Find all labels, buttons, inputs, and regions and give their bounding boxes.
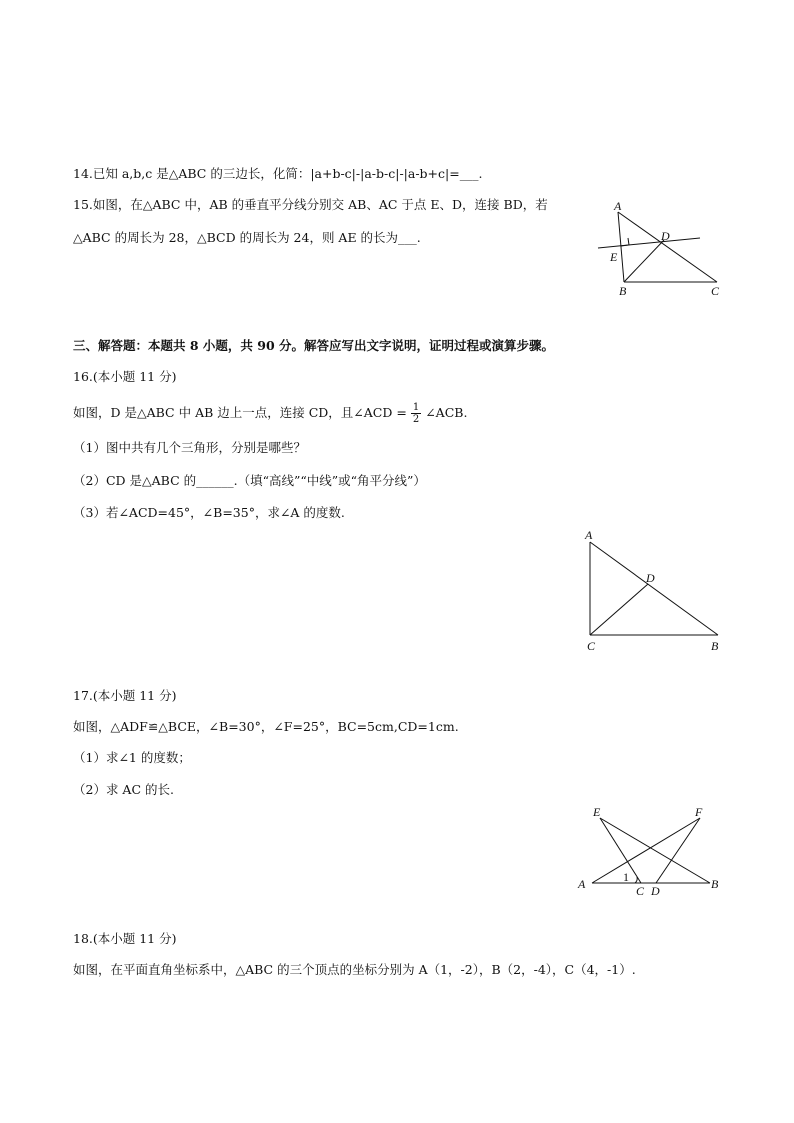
label-D: D — [661, 229, 670, 243]
triangle-diagram-q16 — [580, 526, 730, 656]
label-C: C — [636, 884, 645, 898]
triangle-diagram-q15 — [592, 198, 732, 302]
figure-q16 — [580, 526, 730, 656]
question-18-stem: 如图，在平面直角坐标系中，△ABC 的三个顶点的坐标分别为 A（1，-2），B（2，-4），C（4，-1）. — [73, 962, 636, 977]
label-E: E — [593, 805, 601, 819]
question-16-stem-end: ∠ACB. — [425, 405, 468, 420]
triangle-diagram-q17 — [572, 803, 732, 899]
question-16-part1: （1）图中共有几个三角形，分别是哪些？ — [73, 440, 306, 455]
label-B: B — [619, 284, 627, 298]
section-3-heading: 三、解答题：本题共 8 小题，共 90 分。解答应写出文字说明，证明过程或演算步骤。 — [73, 338, 555, 353]
question-15-line2: △ABC 的周长为 28，△BCD 的周长为 24，则 AE 的长为___. — [73, 230, 421, 245]
label-A: A — [578, 877, 586, 891]
question-14: 14.已知 a,b,c 是△ABC 的三边长，化简：|a+b-c|-|a-b-c|-|a-b+c|=___. — [73, 166, 483, 181]
question-16-stem-start: 如图，D 是△ABC 中 AB 边上一点，连接 CD，且∠ACD = — [73, 405, 407, 420]
fraction-half — [411, 402, 421, 425]
question-18-title: 18.(本小题 11 分) — [73, 931, 177, 946]
question-16-part2: （2）CD 是△ABC 的______.（填“高线”“中线”或“角平分线”） — [73, 473, 426, 488]
label-A: A — [614, 199, 622, 213]
figure-q15 — [592, 198, 732, 302]
label-B: B — [711, 639, 719, 653]
fraction-denominator: 2 — [412, 414, 420, 425]
label-B: B — [711, 877, 719, 891]
figure-q17 — [572, 803, 732, 899]
question-17-title: 17.(本小题 11 分) — [73, 688, 177, 703]
fraction-numerator: 1 — [412, 402, 420, 413]
question-15-line1: 15.如图，在△ABC 中，AB 的垂直平分线分别交 AB、AC 于点 E、D，连接 BD，若 — [73, 197, 548, 212]
question-16-stem — [73, 402, 467, 425]
label-D: D — [646, 571, 655, 585]
question-16-title: 16.(本小题 11 分) — [73, 369, 177, 384]
question-17-part1: （1）求∠1 的度数； — [73, 750, 191, 765]
label-C: C — [587, 639, 596, 653]
label-angle-1: 1 — [623, 870, 629, 884]
question-17-part2: （2）求 AC 的长. — [73, 782, 174, 797]
label-D: D — [651, 884, 660, 898]
label-C: C — [711, 284, 720, 298]
label-F: F — [695, 805, 703, 819]
question-16-part3: （3）若∠ACD=45°，∠B=35°，求∠A 的度数. — [73, 505, 345, 520]
label-E: E — [610, 250, 618, 264]
question-17-stem: 如图，△ADF≌△BCE，∠B=30°，∠F=25°，BC=5cm,CD=1cm. — [73, 719, 459, 734]
label-A: A — [585, 528, 593, 542]
